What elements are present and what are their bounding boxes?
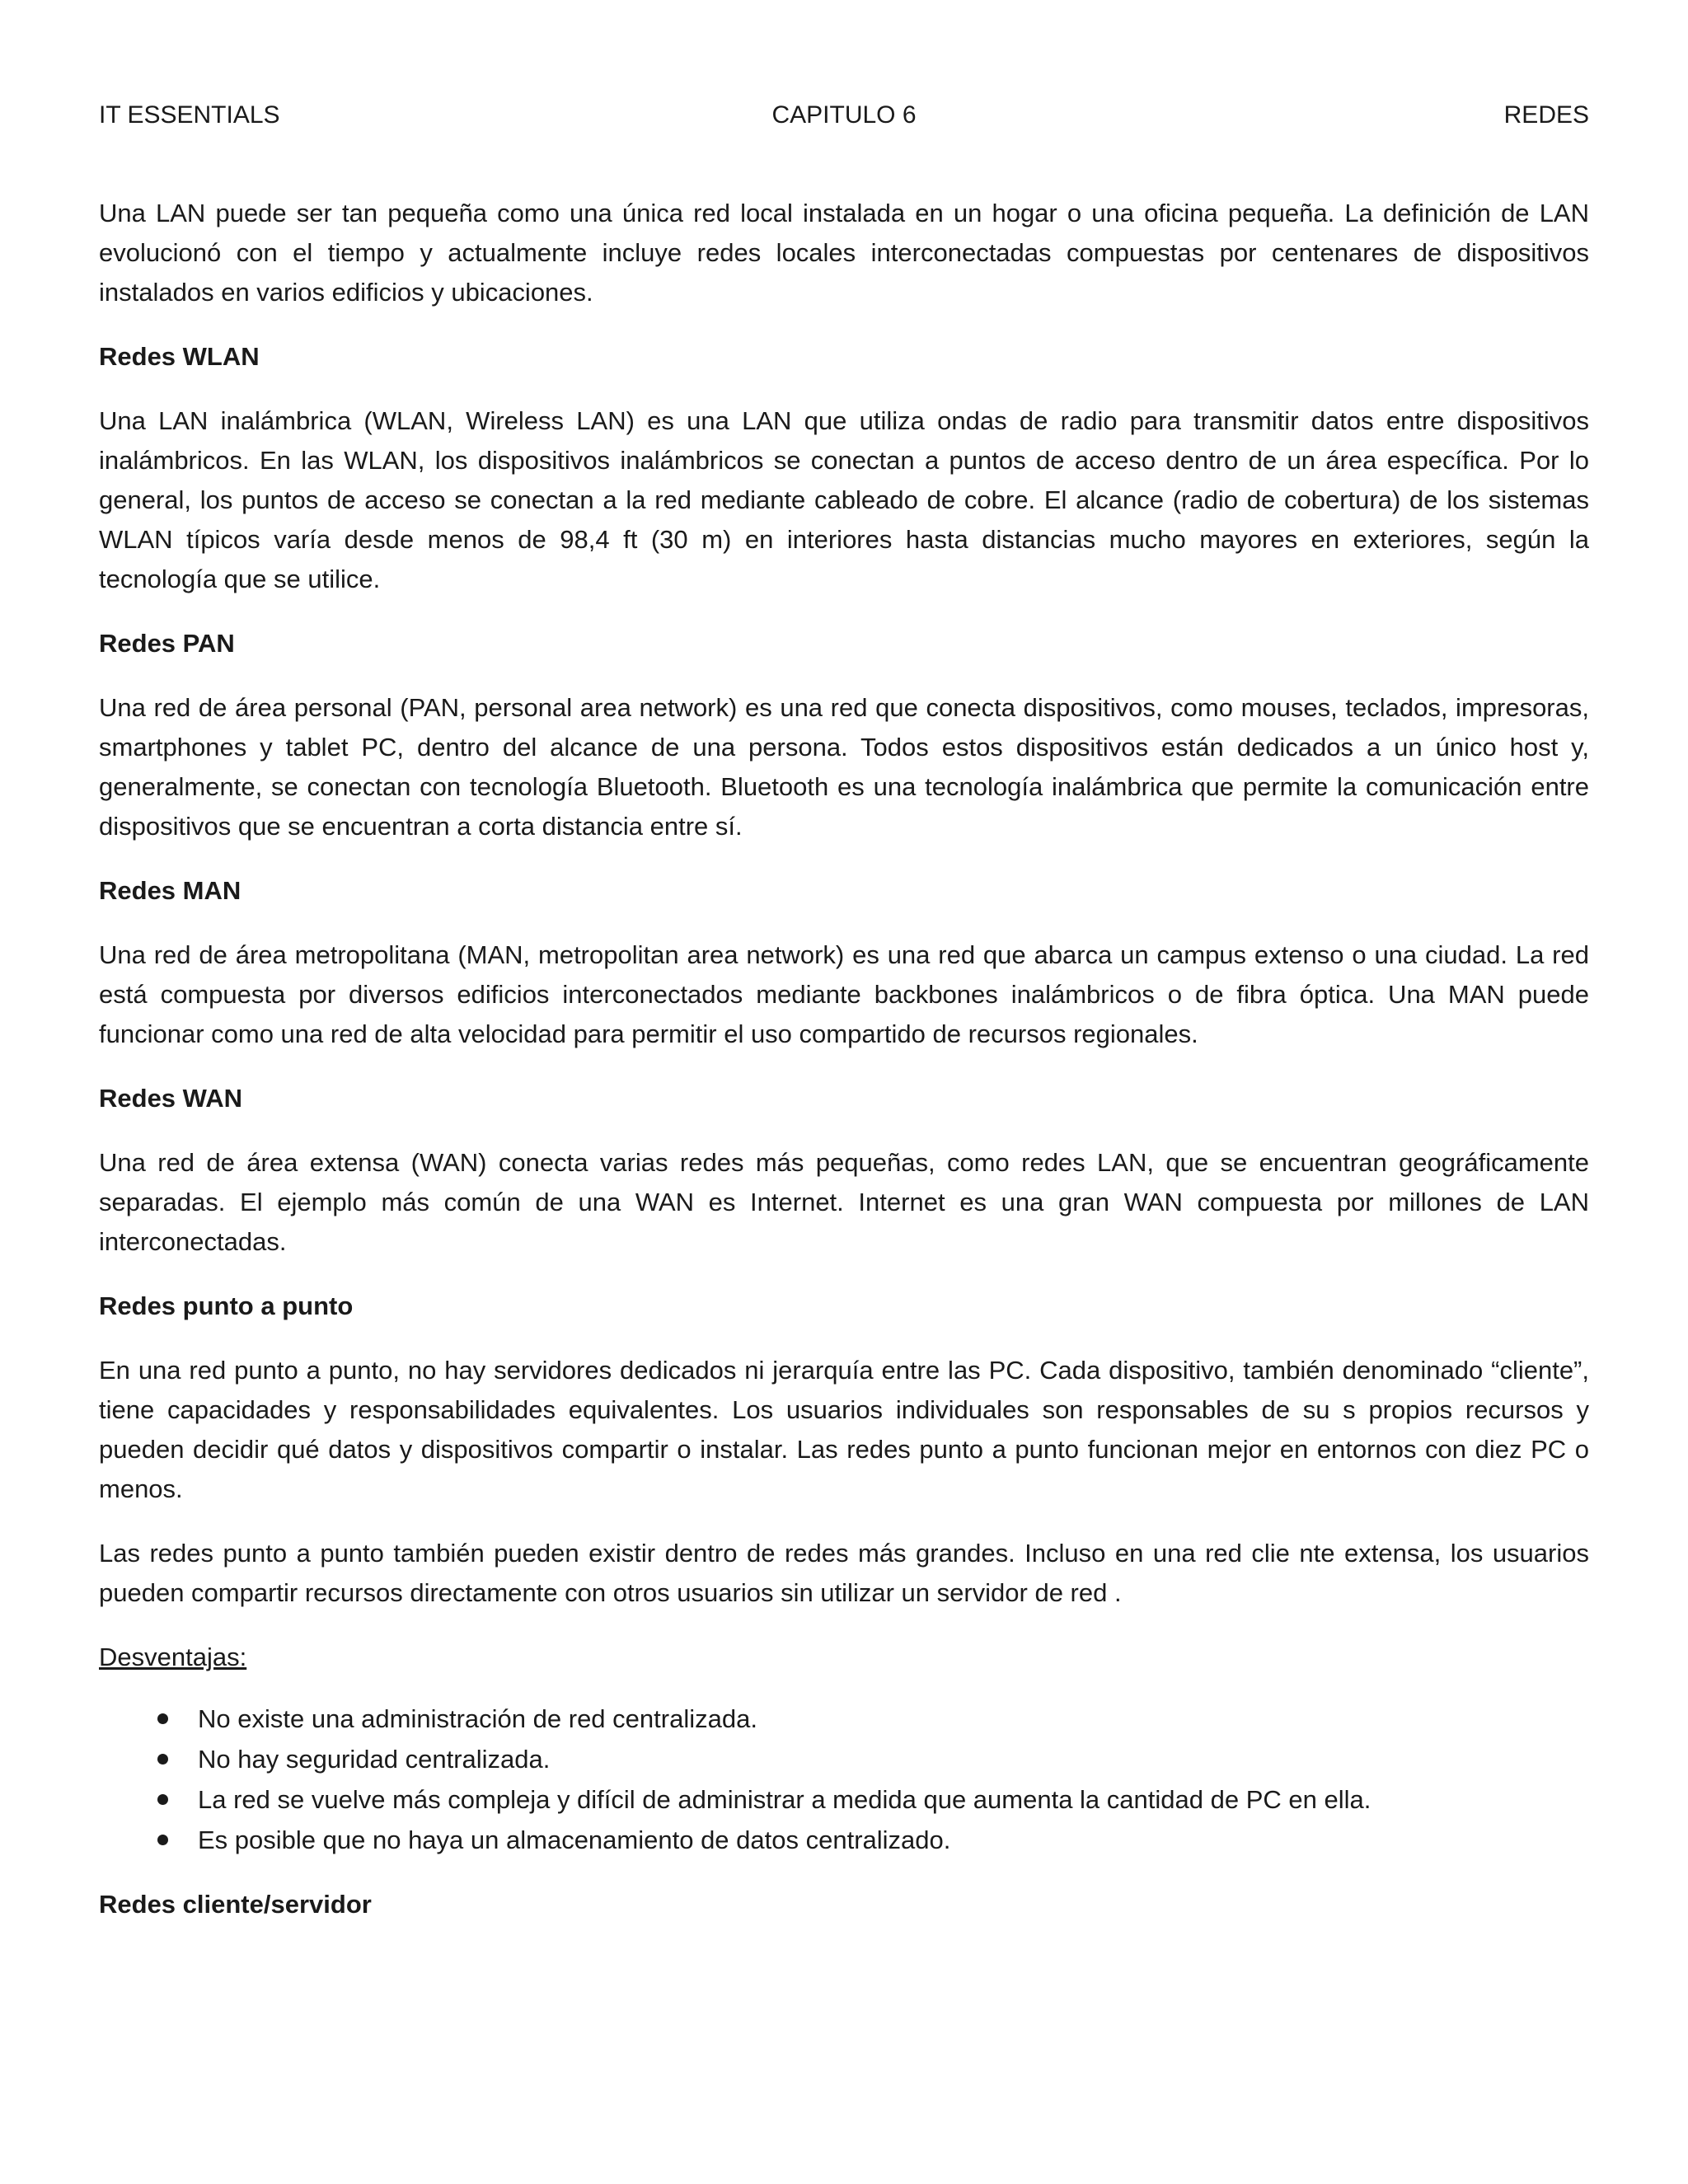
list-item [99,1779,1589,1820]
section-body-wlan: Una LAN inalámbrica (WLAN, Wireless LAN) es una LAN que utiliza ondas de radio para transmitir datos entre dispositivos inalámbricos. En las WLAN, los dispositivos inalámbricos se conectan a puntos de acceso dentro de un área específica. Por lo general, los puntos de acceso se conectan a la red mediante cableado de cobre. El alcance (radio de cobertura) de los sistemas WLAN típicos varía desde menos de 98,4 ft (30 m) en interiores hasta distancias mucho mayores en exteriores, según la tecnología que se utilice. [99,406,1589,593]
bullet-icon [157,1835,168,1845]
header-course: IT ESSENTIALS [99,101,280,129]
list-item-text: La red se vuelve más compleja y difícil de administrar a medida que aumenta la cantidad de PC en ella. [198,1785,1372,1814]
section-heading-wlan: Redes WLAN [99,342,260,371]
list-item [99,1820,1589,1860]
section-heading-man: Redes MAN [99,876,241,905]
disadvantages-label: Desventajas: [99,1643,247,1671]
bullet-icon [157,1754,168,1765]
section-heading-wan: Redes WAN [99,1084,242,1113]
list-item [99,1699,1589,1739]
page-header [99,97,1589,134]
section-body-p2p-1: En una red punto a punto, no hay servidores dedicados ni jerarquía entre las PC. Cada dispositivo, también denominado “cliente”, tiene capacidades y responsabilidades equivalentes. Los usuarios individuales son responsables de su s propios recursos y pueden decidir qué datos y dispositivos compartir o instalar. Las redes punto a punto funcionan mejor en entornos con diez PC o menos. [99,1356,1589,1503]
list-item [99,1739,1589,1779]
section-heading-pan: Redes PAN [99,629,235,658]
section-body-man: Una red de área metropolitana (MAN, metropolitan area network) es una red que abarca un campus extenso o una ciudad. La red está compuesta por diversos edificios interconectados mediante backbones inalámbricos o de fibra óptica. Una MAN puede funcionar como una red de alta velocidad para permitir el uso compartido de recursos regionales. [99,940,1589,1048]
section-body-pan: Una red de área personal (PAN, personal area network) es una red que conecta dispositivos, como mouses, teclados, impresoras, smartphones y tablet PC, dentro del alcance de una persona. Todos estos dispositivos están dedicados a un único host y, generalmente, se conectan con tecnología Bluetooth. Bluetooth es una tecnología inalámbrica que permite la comunicación entre dispositivos que se encuentran a corta distancia entre sí. [99,693,1589,841]
list-item-text: No hay seguridad centralizada. [198,1745,551,1774]
disadvantages-list [99,1699,1589,1860]
section-body-wan: Una red de área extensa (WAN) conecta varias redes más pequeñas, como redes LAN, que se encuentran geográficamente separadas. El ejemplo más común de una WAN es Internet. Internet es una gran WAN compuesta por millones de LAN interconectadas. [99,1148,1589,1256]
intro-paragraph: Una LAN puede ser tan pequeña como una única red local instalada en un hogar o una oficina pequeña. La definición de LAN evolucionó con el tiempo y actualmente incluye redes locales interconectadas compuestas por centenares de dispositivos instalados en varios edificios y ubicaciones. [99,199,1589,307]
section-heading-p2p: Redes punto a punto [99,1291,354,1320]
document-body [99,194,1589,1949]
section-heading-client-server: Redes cliente/servidor [99,1890,372,1919]
list-item-text: Es posible que no haya un almacenamiento de datos centralizado. [198,1825,951,1854]
bullet-icon [157,1794,168,1805]
header-chapter: CAPITULO 6 [771,101,917,129]
list-item-text: No existe una administración de red centralizada. [198,1704,757,1733]
header-topic: REDES [1503,101,1589,129]
section-body-p2p-2: Las redes punto a punto también pueden existir dentro de redes más grandes. Incluso en una red clie nte extensa, los usuarios pueden compartir recursos directamente con otros usuarios sin utilizar un servidor de red . [99,1539,1589,1607]
bullet-icon [157,1713,168,1724]
